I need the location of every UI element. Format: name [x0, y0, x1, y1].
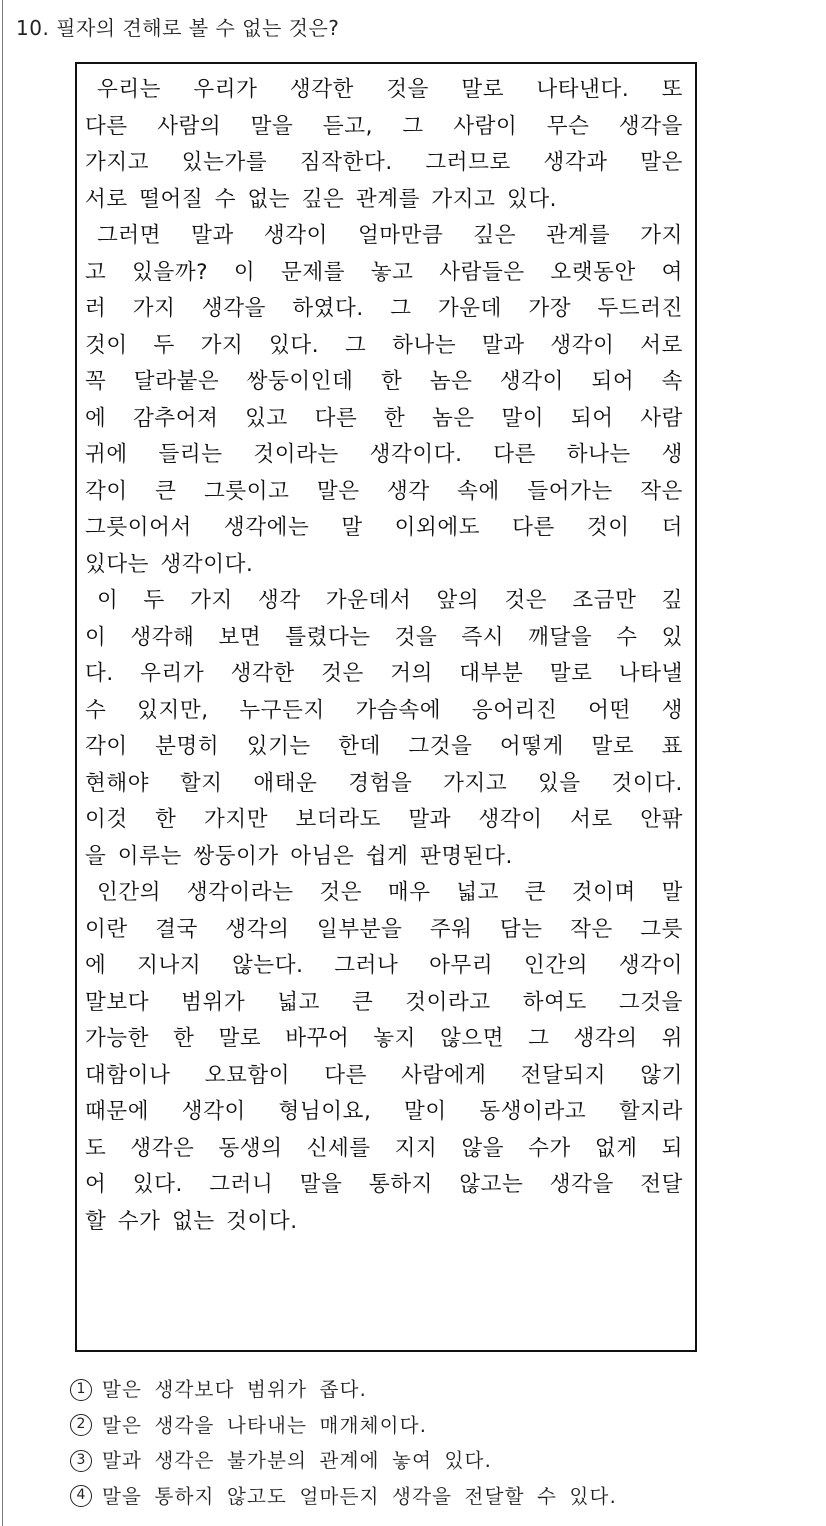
choice-text: 말과 생각은 불가분의 관계에 놓여 있다. — [102, 1449, 492, 1472]
passage-line: 할 수가 없는 것이다. — [85, 1208, 298, 1234]
passage-line: 우리는 우리가 생각한 것을 말로 나타낸다. 또 — [97, 77, 683, 102]
passage-line: 이 생각해 보면 틀렸다는 것을 즉시 깨달을 수 있 — [85, 624, 683, 650]
passage-line: 귀에 들리는 것이라는 생각이다. 다른 하나는 생 — [85, 442, 683, 467]
question-title: 10. 필자의 견해로 볼 수 없는 것은? — [16, 16, 340, 40]
choice-1[interactable] — [70, 1372, 617, 1408]
passage-line: 이 두 가지 생각 가운데서 앞의 것은 조금만 깊 — [97, 588, 683, 613]
answer-choices — [70, 1372, 617, 1514]
passage-line: 다른 사람의 말을 듣고, 그 사람이 무슨 생각을 — [85, 113, 683, 139]
circled-number-icon: 3 — [70, 1450, 92, 1472]
passage-line: 말보다 범위가 넓고 큰 것이라고 하여도 그것을 — [85, 989, 683, 1015]
passage-line: 러 가지 생각을 하였다. 그 가운데 가장 두드러진 — [85, 296, 683, 321]
passage-line: 이란 결국 생각의 일부분을 주워 담는 작은 그릇 — [85, 916, 683, 942]
passage-line: 가능한 한 말로 바꾸어 놓지 않으면 그 생각의 위 — [85, 1026, 683, 1051]
passage-line: 에 지나지 않는다. 그러나 아무리 인간의 생각이 — [85, 953, 683, 978]
choice-text: 말은 생각을 나타내는 매개체이다. — [102, 1413, 428, 1437]
passage-line: 다. 우리가 생각한 것은 거의 대부분 말로 나타낼 — [85, 661, 683, 686]
passage-line: 것이 두 가지 있다. 그 하나는 말과 생각이 서로 — [85, 332, 683, 358]
passage-line: 어 있다. 그러니 말을 통하지 않고는 생각을 전달 — [85, 1172, 683, 1197]
passage-line: 대함이나 오묘함이 다른 사람에게 전달되지 않기 — [85, 1062, 683, 1088]
passage-line: 각이 큰 그릇이고 말은 생각 속에 들어가는 작은 — [85, 478, 683, 504]
passage-line: 가지고 있는가를 짐작한다. 그러므로 생각과 말은 — [85, 150, 683, 175]
passage-line: 각이 분명히 있기는 한데 그것을 어떻게 말로 표 — [85, 734, 683, 759]
choice-2[interactable] — [70, 1408, 617, 1444]
passage-line: 고 있을까? 이 문제를 놓고 사람들은 오랫동안 여 — [85, 259, 683, 285]
passage-line: 을 이루는 쌍둥이가 아님은 쉽게 판명된다. — [85, 843, 513, 869]
passage-line: 꼭 달라붙은 쌍둥이인데 한 놈은 생각이 되어 속 — [85, 369, 683, 394]
passage-line: 도 생각은 동생의 신세를 지지 않을 수가 없게 되 — [85, 1135, 683, 1161]
passage-line: 서로 떨어질 수 없는 깊은 관계를 가지고 있다. — [85, 186, 558, 212]
passage-line: 에 감추어져 있고 다른 한 놈은 말이 되어 사람 — [85, 405, 683, 431]
passage-line: 그릇이어서 생각에는 말 이외에도 다른 것이 더 — [85, 515, 683, 540]
passage-line: 있다는 생각이다. — [85, 551, 254, 577]
choice-text: 말은 생각보다 범위가 좁다. — [102, 1378, 368, 1401]
choice-text: 말을 통하지 않고도 얼마든지 생각을 전달할 수 있다. — [102, 1484, 617, 1508]
circled-number-icon: 4 — [70, 1485, 92, 1507]
passage-line: 그러면 말과 생각이 얼마만큼 깊은 관계를 가지 — [97, 223, 683, 248]
passage-line: 이것 한 가지만 보더라도 말과 생각이 서로 안팎 — [85, 807, 683, 832]
passage-line: 때문에 생각이 형님이요, 말이 동생이라고 할지라 — [85, 1099, 683, 1124]
choice-3[interactable] — [70, 1443, 617, 1479]
passage-box — [75, 62, 697, 1352]
circled-number-icon: 2 — [70, 1414, 92, 1436]
circled-number-icon: 1 — [70, 1379, 92, 1401]
passage-line: 인간의 생각이라는 것은 매우 넓고 큰 것이며 말 — [97, 880, 683, 905]
passage-line: 수 있지만, 누구든지 가슴속에 응어리진 어떤 생 — [85, 697, 683, 723]
page-left-border — [2, 0, 3, 1526]
passage-line: 현해야 할지 애태운 경험을 가지고 있을 것이다. — [85, 770, 683, 796]
choice-4[interactable] — [70, 1479, 617, 1515]
